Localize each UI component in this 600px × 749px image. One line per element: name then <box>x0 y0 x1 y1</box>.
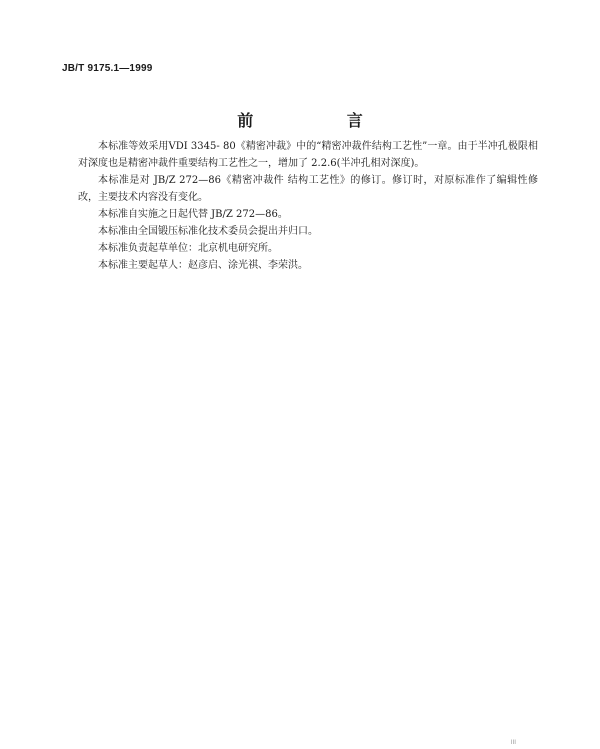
page-title: 前 言 <box>237 111 407 130</box>
paragraph-equivalence: 本标准等效采用VDI 3345- 80《精密冲裁》中的“精密冲裁件结构工艺性”一章。由于半冲孔极限相对深度也是精密冲裁件重要结构工艺性之一，增加了 2.2.6(半冲孔相对深度)。 <box>78 141 538 169</box>
foreword-body <box>78 138 538 274</box>
page-marker: III <box>510 739 516 746</box>
paragraph-drafting-unit: 本标准负责起草单位：北京机电研究所。 <box>98 243 278 254</box>
paragraph-drafters: 本标准主要起草人：赵彦启、涂光祺、李荣洪。 <box>98 260 308 271</box>
paragraph-proposer: 本标准由全国锻压标准化技术委员会提出并归口。 <box>98 226 318 237</box>
paragraph-revision: 本标准是对 JB/Z 272—86《精密冲裁件 结构工艺性》的修订。修订时，对原标准作了编辑性修改，主要技术内容没有变化。 <box>78 175 538 203</box>
paragraph-replaces: 本标准自实施之日起代替 JB/Z 272—86。 <box>98 209 288 220</box>
standard-code: JB/T 9175.1—1999 <box>62 63 153 74</box>
